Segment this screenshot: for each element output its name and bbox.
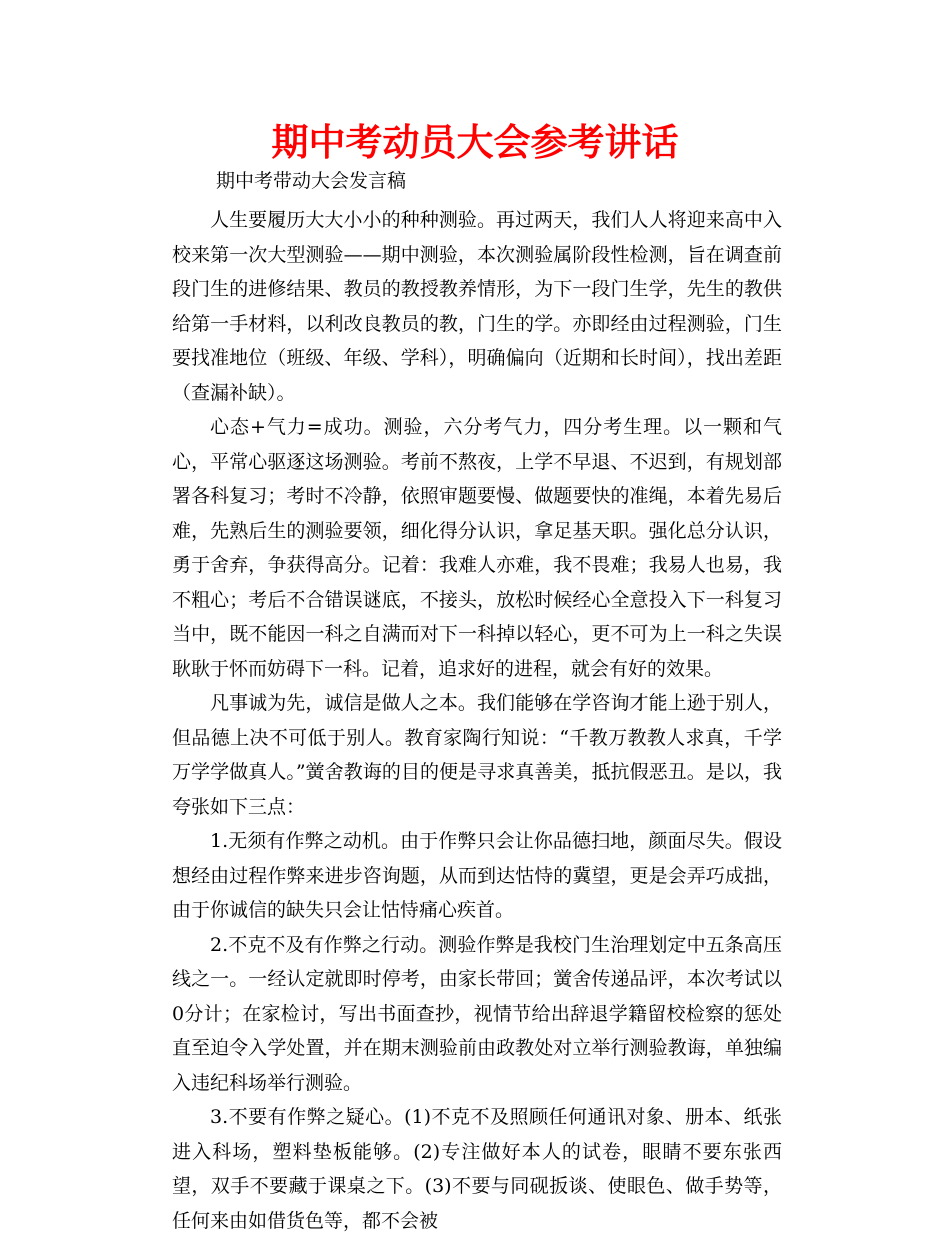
document-title: 期中考动员大会参考讲话	[271, 121, 679, 164]
paragraph: 3.不要有作弊之疑心。(1)不克不及照顾任何通讯对象、册本、纸张进入科场，塑料垫板能够。(2)专注做好本人的试卷，眼睛不要东张西望，双手不要藏于课桌之下。(3)不要与同砚扳谈、使眼色、做手势等，任何来由如借货色等，都不会被	[172, 1106, 782, 1232]
paragraph: 人生要履历大大小小的种种测验。再过两天，我们人人将迎来高中入校来第一次大型测验——期中测验，本次测验属阶段性检测，旨在调查前段门生的进修结果、教员的教授教养情形，为下一段门生学，先生的教供给第一手材料，以利改良教员的教，门生的学。亦即经由过程测验，门生要找准地位（班级、年级、学科），明确偏向（近期和长时间），找出差距（查漏补缺）。	[172, 209, 782, 404]
paragraph: 2.不克不及有作弊之行动。测验作弊是我校门生治理划定中五条高压线之一。一经认定就即时停考，由家长带回；黉舍传递品评，本次考试以0分计；在家检讨，写出书面查抄，视情节给出辞退学籍留校检察的惩处直至迫令入学处置，并在期末测验前由政教处对立举行测验教诲，单独编入违纪科场举行测验。	[172, 933, 782, 1094]
document-subtitle: 期中考带动大会发言稿	[216, 170, 407, 192]
paragraph: 心态+气力=成功。测验，六分考气力，四分考生理。以一颗和气心，平常心驱逐这场测验。考前不熬夜，上学不早退、不迟到，有规划部署各科复习；考时不冷静，依照审题要慢、做题要快的准绳，本着先易后难，先熟后生的测验要领，细化得分认识，拿足基天职。强化总分认识，勇于舍弃，争获得高分。记着：我难人亦难，我不畏难；我易人也易，我不粗心；考后不合错误谜底，不接头，放松时候经心全意投入下一科复习当中，既不能因一科之自满而对下一科掉以轻心，更不可为上一科之失误耿耿于怀而妨碍下一科。记着，追求好的进程，就会有好的效果。	[172, 416, 782, 680]
paragraph: 凡事诚为先，诚信是做人之本。我们能够在学咨询才能上逊于别人，但品德上决不可低于别人。教育家陶行知说：“千教万教教人求真，千学万学学做真人。”黉舍教诲的目的便是寻求真善美，抵抗假恶丑。是以，我夸张如下三点：	[172, 692, 782, 818]
paragraph: 1.无须有作弊之动机。由于作弊只会让你品德扫地，颜面尽失。假设想经由过程作弊来进步咨询题，从而到达怙恃的冀望，更是会弄巧成拙，由于你诚信的缺失只会让怙恃痛心疾首。	[172, 830, 782, 921]
document-body	[172, 203, 782, 1238]
